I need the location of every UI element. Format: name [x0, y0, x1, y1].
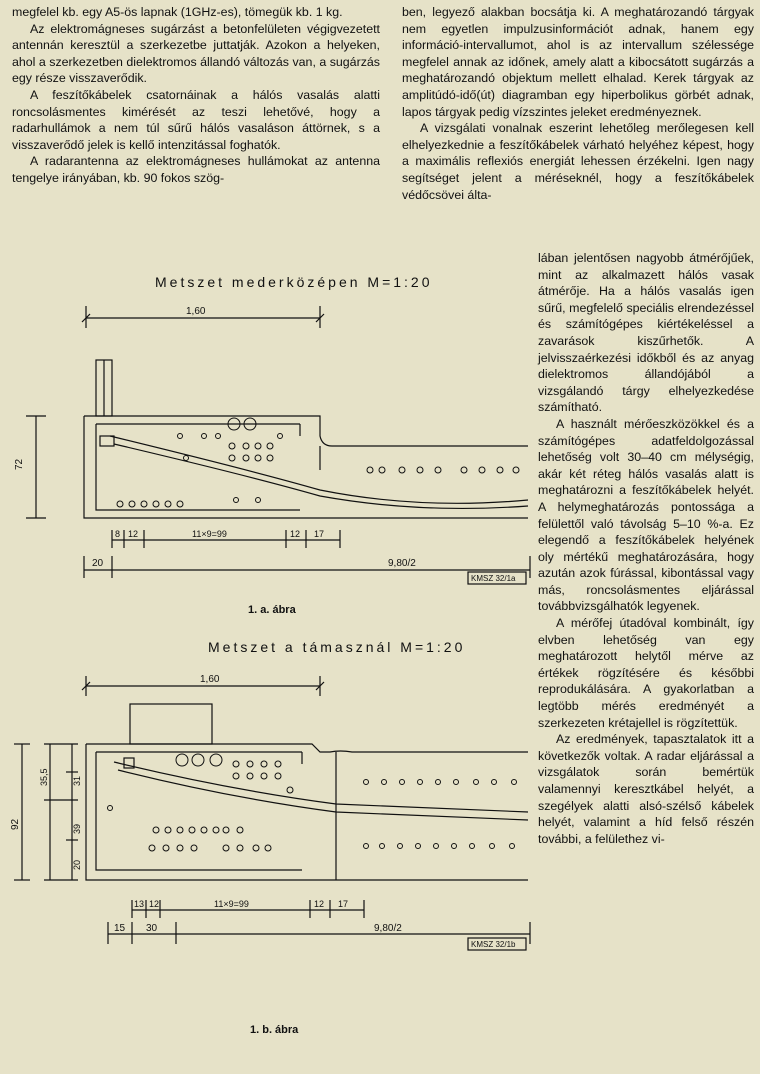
paragraph: A használt mérőeszközökkel és a számítógépes adatfeldolgozással lehetőség volt 30–40 cm mélységig, akár két réteg hálós vasalás alatt is meghatározni a feszítőkábelek helyét. A helymeghatározás pontossága a felülettől való távolság 5–10 %-a. Ez elegendő a feszítőkábelek helyének oly mértékű meghatározására, hogy azután azok fúrással, kibontással vagy más, roncsolásmentes eljárással továbbvizsgálhatók legyenek. — [538, 416, 754, 614]
fig2-dim: 13 — [134, 899, 145, 909]
paragraph: lában jelentősen nagyobb átmérőjűek, mint az alkalmazett hálós vasak átmérője. Ha a hálós vasalás igen sűrű, megfelelő speciális elrendezéssel és számítógépes kiértékeléssel a zavarások kiszűrhetők. A jelvisszaérkezési időkből és az anyag dielektromos állandójából a vizsgálandó tárgy elhelyezkedése számítható. — [538, 251, 754, 415]
fig1-stamp: KMSZ 32/1a — [471, 574, 516, 583]
fig2-dim: 12 — [314, 899, 325, 909]
fig2-dim: 9,80/2 — [374, 923, 402, 934]
paragraph: ben, legyező alakban bocsátja ki. A meghatározandó tárgyak nem egyetlen impulzusinformációt adnak, hanem egy információ-intervallumot, ahol is az intervallum szélessége megfelel annak az időnek, amely alatt a kibocsátott sugárzás a meghatározandó objektum mellett elhalad. Kerek tárgyak az amplitúdó-idő(út) diagramban egy hiperbolikus görbét adnak, lapos tárgyak pedig vízszintes jeleket eredményeznek. — [402, 5, 754, 119]
paragraph: A vizsgálati vonalnak eszerint lehetőleg merőlegesen kell elhelyezkednie a feszítőkábelek várható helyéhez képest, hogy a maximális reflexiós energiát lehessen érzékelni. Igen nagy segítséget jelent a méréseknél, hogy a feszítőkábelek védőcsövei álta- — [402, 121, 754, 202]
paragraph: Az eredmények, tapasztalatok itt a következők voltak. A radar eljárással a vizsgálatok során bemértük valamennyi keresztkábel helyét, a szegélyek alatti alsó-szélső kábelek helyét, valamint a híd felső részén további, a felülethez vi- — [538, 732, 754, 846]
paragraph: megfelel kb. egy A5-ös lapnak (1GHz-es), tömegük kb. 1 kg. — [12, 5, 343, 19]
fig1-dim: 8 — [115, 529, 121, 539]
fig2-dim: 35,5 — [39, 768, 49, 786]
fig2-dim: 17 — [338, 899, 349, 909]
paragraph: A feszítőkábelek csatornáinak a hálós vasalás alatti roncsolásmentes kimérését az teszi lehetővé, hogy a radarhullámok a nem túl sűrű hálós vasaláson áttörnek, s a visszaverődő jelek is kellő intenzitással foghatók. — [12, 87, 380, 152]
fig2-dim: 12 — [149, 899, 160, 909]
fig1-dim: 11×9=99 — [192, 529, 227, 539]
fig2-width-dim: 1,60 — [200, 674, 220, 685]
fig2-dim: 31 — [72, 775, 82, 786]
fig1-height-dim: 72 — [14, 458, 25, 470]
fig1-dim: 20 — [92, 558, 104, 569]
fig1-width-dim: 1,60 — [186, 306, 206, 317]
fig2-height-dim: 92 — [10, 818, 21, 830]
fig1-dim: 12 — [290, 529, 301, 539]
fig2-dim: 20 — [72, 859, 82, 870]
paragraph: Az elektromágneses sugárzást a betonfelületen végigvezetett antennán keresztül a szerkezetbe juttatják. Azokon a helyeken, ahol a szerkezetben dielektromos állandó változás van, a sugárzás egy része visszaverődik. — [12, 21, 380, 86]
fig1-dim: 12 — [128, 529, 139, 539]
fig2-dim: 15 — [114, 923, 126, 934]
fig2-dim: 11×9=99 — [214, 899, 249, 909]
fig1-dim: 17 — [314, 529, 325, 539]
paragraph: A radarantenna az elektromágneses hullámokat az antenna tengelye irányában, kb. 90 fokos szög- — [12, 154, 380, 185]
fig2-stamp: KMSZ 32/1b — [471, 940, 516, 949]
figure-1a-caption: 1. a. ábra — [248, 604, 296, 616]
fig2-title: Metszet a támasznál M=1:20 — [208, 639, 466, 655]
fig2-dim: 30 — [146, 923, 158, 934]
fig1-dim: 9,80/2 — [388, 558, 416, 569]
fig2-dim: 39 — [72, 823, 82, 834]
fig1-title: Metszet mederközépen M=1:20 — [155, 274, 433, 290]
figure-1b-caption: 1. b. ábra — [250, 1024, 299, 1036]
paragraph: A mérőfej útadóval kombinált, így elvben lehetőség van egy meghatározott helytől mérve az értékek rögzítésére és későbbi reprodukálására. A gyakorlatban a legtöbb mérés eredményét a szerkezeten krétajellel is rögzítettük. — [538, 616, 754, 730]
